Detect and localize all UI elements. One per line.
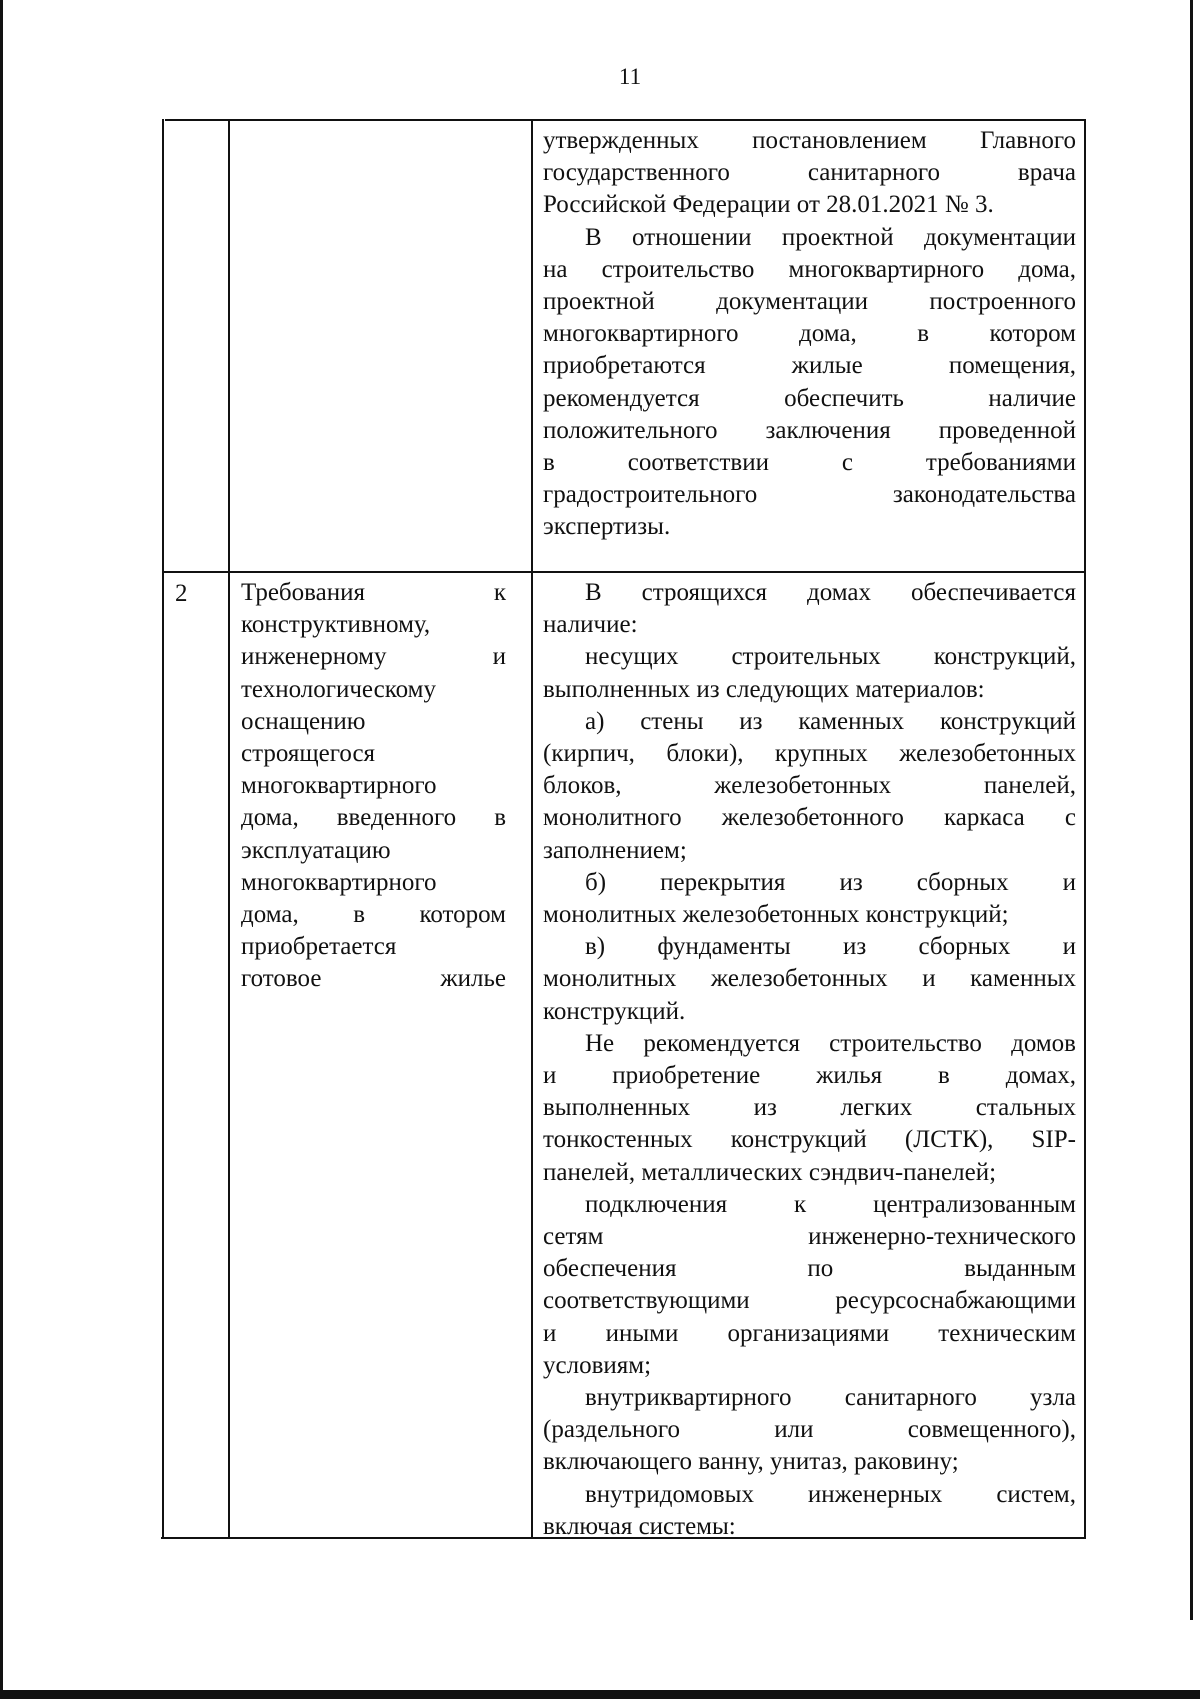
row2-requirement	[241, 577, 506, 996]
text-line: наличие:	[543, 611, 638, 639]
text-line: готовое жилье	[241, 965, 506, 993]
text-line: монолитных железобетонных и каменных	[543, 965, 1076, 993]
text-line: выполненных из легких стальных	[543, 1094, 1076, 1122]
text-line: (кирпич, блоки), крупных железобетонных	[543, 740, 1076, 768]
row2-description	[543, 577, 1076, 1543]
text-line: в соответствии с требованиями	[543, 449, 1076, 477]
table-border-right	[1084, 119, 1086, 1539]
text-line: государственного санитарного врача	[543, 159, 1076, 187]
page-edge-right	[1190, 0, 1193, 1620]
table-border-left	[162, 119, 164, 1539]
table-divider-number	[228, 119, 230, 1539]
text-line: включающего ванну, унитаз, раковину;	[543, 1448, 959, 1476]
text-line: (раздельного или совмещенного),	[543, 1416, 1076, 1444]
text-line: монолитных железобетонных конструкций;	[543, 901, 1009, 929]
text-line: несущих строительных конструкций,	[585, 643, 1076, 671]
text-line: соответствующими ресурсоснабжающими	[543, 1287, 1076, 1315]
text-line: в) фундаменты из сборных и	[585, 933, 1076, 961]
text-line: дома, введенного в	[241, 804, 506, 832]
text-line: проектной документации построенного	[543, 288, 1076, 316]
text-line: на строительство многоквартирного дома,	[543, 255, 1076, 283]
text-line: а) стены из каменных конструкций	[585, 707, 1076, 735]
text-line: приобретается	[241, 933, 397, 961]
text-line: внутриквартирного санитарного узла	[585, 1384, 1076, 1412]
text-line: дома, в котором	[241, 901, 506, 929]
text-line: внутридомовых инженерных систем,	[585, 1480, 1076, 1508]
text-line: утвержденных постановлением Главного	[543, 127, 1076, 154]
table-border-top	[165, 119, 1086, 121]
text-line: многоквартирного	[241, 772, 437, 800]
row1-description	[543, 125, 1076, 544]
text-line: положительного заключения проведенной	[543, 416, 1076, 444]
text-line: б) перекрытия из сборных и	[585, 868, 1076, 896]
text-line: панелей, металлических сэндвич-панелей;	[543, 1158, 997, 1186]
text-line: конструктивному,	[241, 611, 431, 639]
text-line: технологическому	[241, 675, 436, 703]
text-line: конструкций.	[543, 997, 686, 1025]
text-line: Требования к	[241, 579, 506, 606]
text-line: Не рекомендуется строительство домов	[585, 1029, 1076, 1057]
text-line: экспертизы.	[543, 513, 671, 541]
text-line: инженерному и	[241, 643, 506, 671]
text-line: блоков, железобетонных панелей,	[543, 772, 1076, 800]
text-line: эксплуатацию	[241, 836, 391, 864]
text-line: условиям;	[543, 1351, 652, 1379]
text-line: и иными организациями техническим	[543, 1319, 1076, 1347]
text-line: приобретаются жилые помещения,	[543, 352, 1076, 380]
text-line: заполнением;	[543, 836, 687, 864]
text-line: оснащению	[241, 707, 366, 735]
text-line: обеспечения по выданным	[543, 1255, 1076, 1283]
text-line: В строящихся домах обеспечивается	[585, 579, 1076, 606]
text-line: подключения к централизованным	[585, 1190, 1076, 1218]
text-line: многоквартирного дома, в котором	[543, 320, 1076, 348]
text-line: В отношении проектной документации	[585, 223, 1076, 251]
text-line: включая системы:	[543, 1512, 736, 1540]
page-number: 11	[618, 64, 642, 89]
text-line: выполненных из следующих материалов:	[543, 675, 985, 703]
text-line: сетям инженерно-технического	[543, 1223, 1076, 1251]
table-row-separator	[163, 571, 1085, 573]
row2-number: 2	[175, 580, 188, 607]
text-line: монолитного железобетонного каркаса с	[543, 804, 1076, 832]
text-line: рекомендуется обеспечить наличие	[543, 384, 1076, 412]
page-edge-left	[0, 0, 3, 1699]
text-line: многоквартирного	[241, 868, 437, 896]
text-line: тонкостенных конструкций (ЛСТК), SIP-	[543, 1126, 1076, 1154]
text-line: Российской Федерации от 28.01.2021 № 3.	[543, 191, 994, 219]
text-line: градостроительного законодательства	[543, 481, 1076, 509]
text-line: и приобретение жилья в домах,	[543, 1062, 1076, 1090]
table-divider-requirement	[531, 119, 533, 1539]
page-edge-bottom	[0, 1690, 1200, 1699]
text-line: строящегося	[241, 740, 376, 768]
